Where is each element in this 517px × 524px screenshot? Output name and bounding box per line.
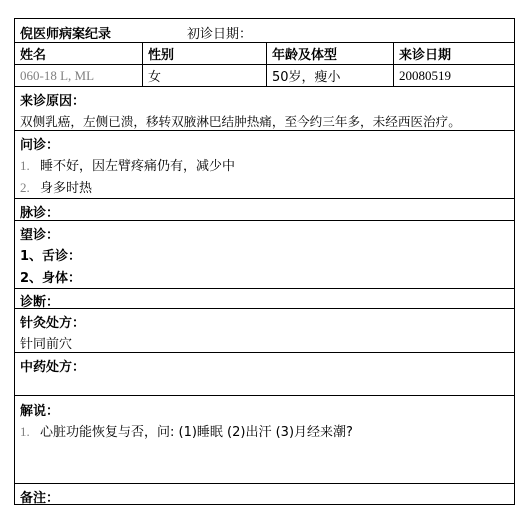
diagnosis-section: [15, 289, 514, 309]
explanation-section: [15, 396, 514, 484]
acupuncture-label: 针灸处方：: [20, 316, 86, 331]
explanation-item-text: 心脏功能恢复与否，问: (1)睡眠 (2)出汗 (3)月经来潮?: [40, 425, 353, 440]
patient-sex-value: 女: [142, 65, 266, 86]
acupuncture-text: 针同前穴: [20, 337, 73, 352]
patient-header-row: [15, 43, 514, 65]
inquiry-item: [20, 155, 235, 174]
acupuncture-section: [15, 309, 514, 353]
inquiry-item-text: 身多时热: [40, 181, 93, 196]
notes-label: 备注：: [20, 491, 60, 506]
age-build-header: 年龄及体型: [266, 43, 393, 64]
record-title: 倪医师病案纪录: [20, 27, 112, 42]
herbal-section: [15, 353, 514, 396]
inquiry-section: [15, 131, 514, 199]
reason-section: [15, 87, 514, 131]
explanation-item: [20, 421, 353, 440]
list-number: 1.: [20, 158, 30, 173]
patient-age-build-value: 50岁，瘦小: [266, 65, 393, 86]
list-number: 2.: [20, 180, 30, 195]
inquiry-item-text: 睡不好，因左臂疼痛仍有，减少中: [40, 159, 236, 174]
name-header: 姓名: [20, 48, 47, 63]
pulse-label: 脉诊：: [20, 206, 60, 221]
reason-text: 双侧乳癌，左侧已溃，移转双腋淋巴结肿热痛，至今约三年多，未经西医治疗。: [20, 114, 461, 129]
body-exam-label: 2、身体：: [20, 271, 82, 286]
explanation-label: 解说：: [20, 404, 60, 419]
inquiry-label: 问诊：: [20, 138, 60, 153]
diagnosis-label: 诊断：: [20, 295, 60, 310]
visit-date-header: 来诊日期: [393, 43, 514, 64]
notes-section: [15, 484, 514, 506]
title-row: [15, 19, 514, 43]
inquiry-item: [20, 177, 92, 196]
patient-values-row: [15, 65, 514, 87]
patient-name-value: 060-18 L, ML: [20, 67, 95, 83]
inspection-label: 望诊：: [20, 228, 60, 243]
sex-header: 性别: [142, 43, 266, 64]
tongue-exam-label: 1、舌诊：: [20, 249, 82, 264]
inspection-section: [15, 221, 514, 289]
patient-visit-date-value: 20080519: [393, 65, 514, 86]
herbal-label: 中药处方：: [20, 360, 86, 375]
list-number: 1.: [20, 424, 30, 439]
reason-label: 来诊原因：: [20, 94, 86, 109]
pulse-section: [15, 199, 514, 221]
first-visit-date-label: 初诊日期：: [187, 27, 253, 42]
medical-record-form: [14, 18, 515, 505]
